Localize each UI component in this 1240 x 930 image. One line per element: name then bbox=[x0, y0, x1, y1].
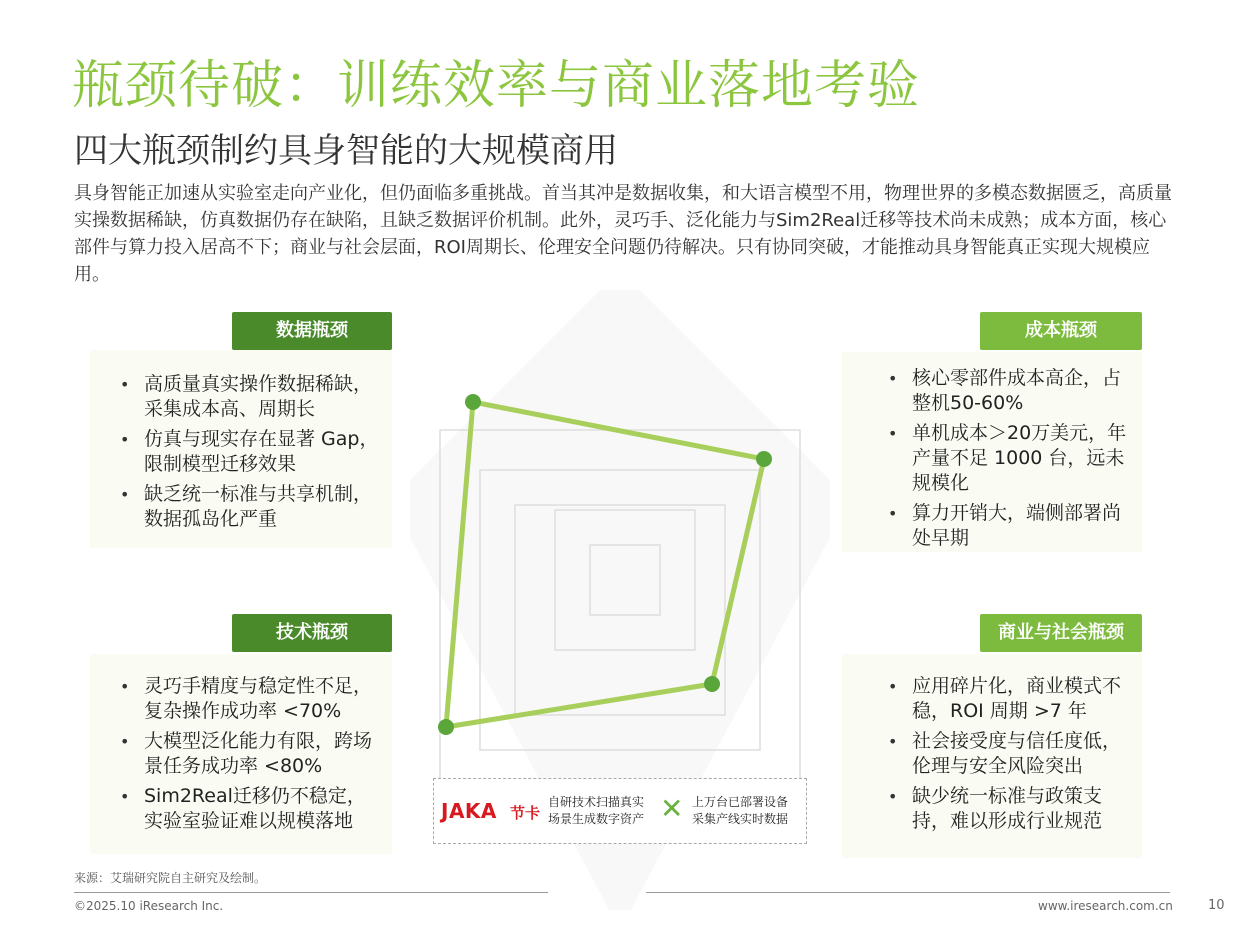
cross-icon: ✕ bbox=[660, 792, 684, 825]
business-bottleneck-label: 商业与社会瓶颈 bbox=[980, 614, 1142, 652]
list-item: • 高质量真实操作数据稀缺，采集成本高、周期长 bbox=[114, 372, 384, 422]
list-item: • 社会接受度与信任度低，伦理与安全风险突出 bbox=[882, 729, 1130, 779]
footer-divider-right bbox=[646, 892, 1170, 893]
data-bottleneck-list bbox=[114, 372, 384, 537]
list-item: • 算力开销大，端侧部署尚处早期 bbox=[882, 501, 1132, 551]
list-item: • 仿真与现实存在显著 Gap，限制模型迁移效果 bbox=[114, 427, 384, 477]
radar-point-data bbox=[465, 394, 481, 410]
list-item: • 缺少统一标准与政策支持，难以形成行业规范 bbox=[882, 784, 1130, 834]
tech-bottleneck-panel bbox=[90, 654, 392, 854]
intro-paragraph: 具身智能正加速从实验室走向产业化，但仍面临多重挑战。首当其冲是数据收集，和大语言模型不用，物理世界的多模态数据匮乏，高质量实操数据稀缺，仿真数据仍存在缺陷，且缺乏数据评价机制。此外，灵巧手、泛化能力与Sim2Real迁移等技术尚未成熟；成本方面，核心部件与算力投入居高不下；商业与社会层面，ROI周期长、伦理安全问题仍待解决。只有协同突破，才能推动具身智能真正实现大规模应用。 bbox=[74, 183, 1172, 285]
page-number: 10 bbox=[1208, 898, 1225, 913]
case-text-right: 上万台已部署设备 采集产线实时数据 bbox=[692, 795, 789, 826]
list-item: • 应用碎片化，商业模式不稳，ROI 周期 >7 年 bbox=[882, 674, 1130, 724]
radar-point-tech bbox=[438, 719, 454, 735]
jaka-case-box bbox=[433, 778, 807, 844]
source-note: 来源：艾瑞研究院自主研究及绘制。 bbox=[74, 871, 267, 885]
business-bottleneck-list bbox=[882, 674, 1130, 839]
cost-bottleneck-label: 成本瓶颈 bbox=[980, 312, 1142, 350]
list-item: • 核心零部件成本高企，占整机50-60% bbox=[882, 366, 1132, 416]
radar-point-cost bbox=[756, 451, 772, 467]
business-bottleneck-panel bbox=[842, 654, 1142, 858]
jaka-logo-cn: 节卡 bbox=[510, 804, 541, 822]
cost-bottleneck-panel bbox=[842, 352, 1142, 552]
data-bottleneck-label: 数据瓶颈 bbox=[232, 312, 392, 350]
tech-bottleneck-label: 技术瓶颈 bbox=[232, 614, 392, 652]
list-item: • Sim2Real迁移仍不稳定，实验室验证难以规模落地 bbox=[114, 784, 384, 834]
list-item: • 缺乏统一标准与共享机制，数据孤岛化严重 bbox=[114, 482, 384, 532]
page-title: 瓶颈待破：训练效率与商业落地考验 bbox=[72, 56, 921, 116]
website: www.iresearch.com.cn bbox=[1038, 899, 1173, 913]
list-item: • 大模型泛化能力有限，跨场景任务成功率 <80% bbox=[114, 729, 384, 779]
tech-bottleneck-list bbox=[114, 674, 384, 839]
footer-divider-left bbox=[74, 892, 548, 893]
radar-point-business bbox=[704, 676, 720, 692]
jaka-logo: JAKA bbox=[441, 799, 497, 823]
page-subtitle: 四大瓶颈制约具身智能的大规模商用 bbox=[74, 131, 618, 171]
data-bottleneck-panel bbox=[90, 350, 392, 548]
copyright: ©2025.10 iResearch Inc. bbox=[74, 899, 224, 913]
case-text-left: 自研技术扫描真实 场景生成数字资产 bbox=[548, 795, 645, 826]
list-item: • 灵巧手精度与稳定性不足，复杂操作成功率 <70% bbox=[114, 674, 384, 724]
cost-bottleneck-list bbox=[882, 366, 1132, 556]
list-item: • 单机成本＞20万美元，年产量不足 1000 台，远未规模化 bbox=[882, 421, 1132, 496]
